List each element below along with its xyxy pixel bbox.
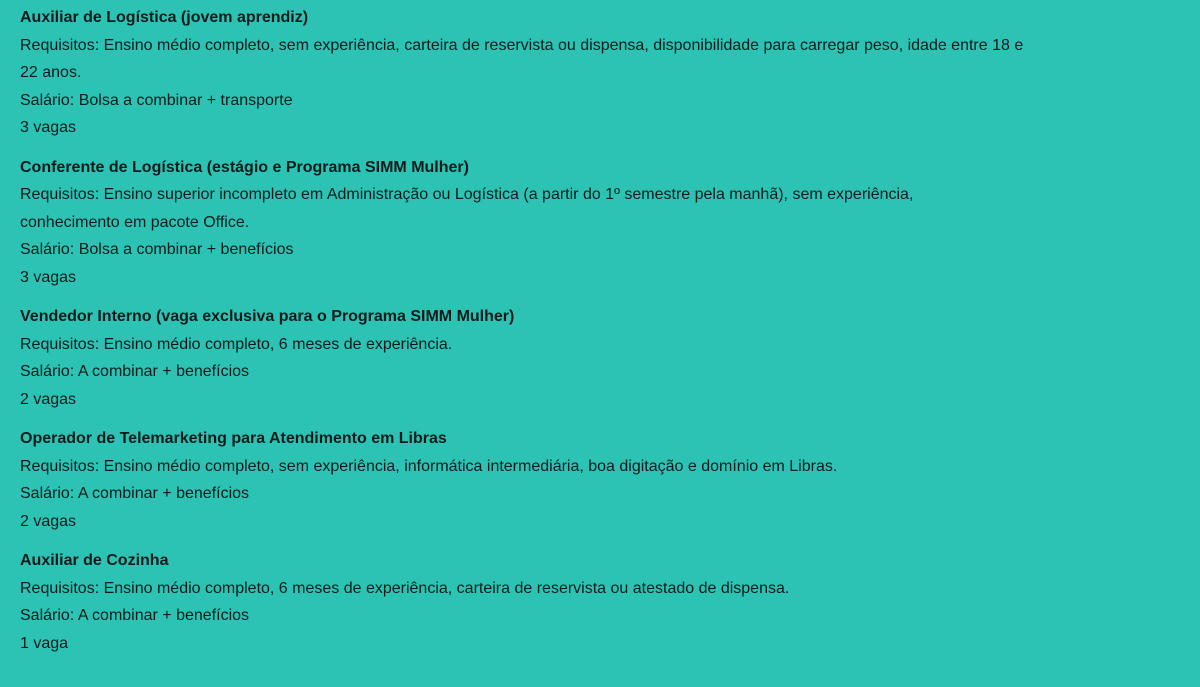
job-requirements: Requisitos: Ensino médio completo, 6 meses de experiência, carteira de reservista ou atestado de dispensa. (20, 579, 790, 597)
job-title: Operador de Telemarketing para Atendimento em Libras (20, 430, 447, 447)
job-title: Auxiliar de Logística (jovem aprendiz) (20, 9, 309, 26)
job-salary: Salário: Bolsa a combinar + benefícios (20, 241, 294, 258)
job-listing-operador-telemarketing (20, 425, 1200, 535)
job-listing-vendedor-interno (20, 303, 1200, 413)
job-salary: Salário: A combinar + benefícios (20, 607, 250, 624)
job-listing-conferente-logistica (20, 154, 1200, 292)
job-listing-auxiliar-cozinha (20, 547, 1200, 657)
job-requirements: Requisitos: Ensino médio completo, 6 meses de experiência. (20, 335, 453, 353)
job-title: Auxiliar de Cozinha (20, 552, 169, 569)
job-title: Vendedor Interno (vaga exclusiva para o Programa SIMM Mulher) (20, 308, 515, 325)
job-openings: 1 vaga (20, 634, 69, 652)
job-requirements: Requisitos: Ensino médio completo, sem experiência, informática intermediária, boa digitação e domínio em Libras. (20, 457, 838, 475)
job-requirements: Requisitos: Ensino médio completo, sem experiência, carteira de reservista ou dispensa, disponibilidade para carregar peso, idade entre 18 e 22 anos. (20, 36, 1024, 81)
job-requirements: Requisitos: Ensino superior incompleto em Administração ou Logística (a partir do 1º semestre pela manhã), sem experiência, conhecimento em pacote Office. (20, 186, 914, 231)
job-salary: Salário: A combinar + benefícios (20, 485, 250, 502)
job-openings: 3 vagas (20, 268, 77, 286)
job-openings: 2 vagas (20, 390, 77, 408)
job-openings: 3 vagas (20, 119, 77, 136)
job-listing-auxiliar-logistica (20, 4, 1200, 142)
job-title: Conferente de Logística (estágio e Programa SIMM Mulher) (20, 158, 469, 176)
job-salary: Salário: A combinar + benefícios (20, 363, 250, 380)
job-openings: 2 vagas (20, 512, 77, 530)
job-salary: Salário: Bolsa a combinar + transporte (20, 91, 293, 109)
